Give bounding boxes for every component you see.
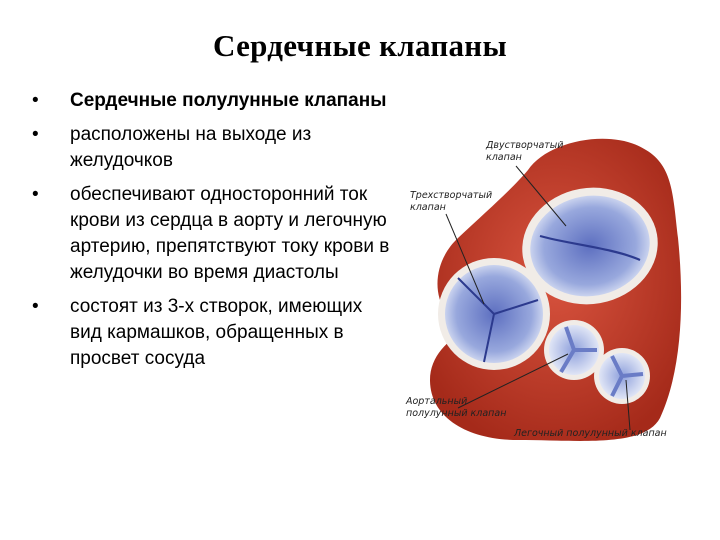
bullet-text: расположены на выходе из желудочков (70, 124, 312, 171)
bullet-item (32, 294, 392, 372)
bullet-dot-icon: • (32, 90, 39, 111)
bullet-item (32, 122, 392, 174)
bullet-text: обеспечивают односторонний ток крови из сердца в аорту и легочную артерию, препятствуют току крови в желудочки во время диастолы (70, 184, 390, 283)
bullet-dot-icon: • (32, 184, 39, 205)
label-bicuspid: Двустворчатый клапан (486, 140, 564, 163)
bullet-item (32, 88, 392, 114)
label-tricuspid: Трехстворчатый клапан (410, 190, 493, 213)
bullet-item (32, 182, 392, 286)
bullet-dot-icon: • (32, 124, 39, 145)
label-pulmonary: Легочный полулунный клапан (514, 428, 667, 439)
label-aortic: Аортальный полулунный клапан (406, 396, 507, 419)
heart-valves-figure (398, 118, 698, 458)
bullet-text: Сердечные полулунные клапаны (70, 90, 387, 111)
bullet-list (32, 88, 392, 380)
bullet-dot-icon: • (32, 296, 39, 317)
bullet-text: состоят из 3-х створок, имеющих вид кармашков, обращенных в просвет сосуда (70, 296, 363, 369)
slide-title: Сердечные клапаны (213, 28, 507, 63)
